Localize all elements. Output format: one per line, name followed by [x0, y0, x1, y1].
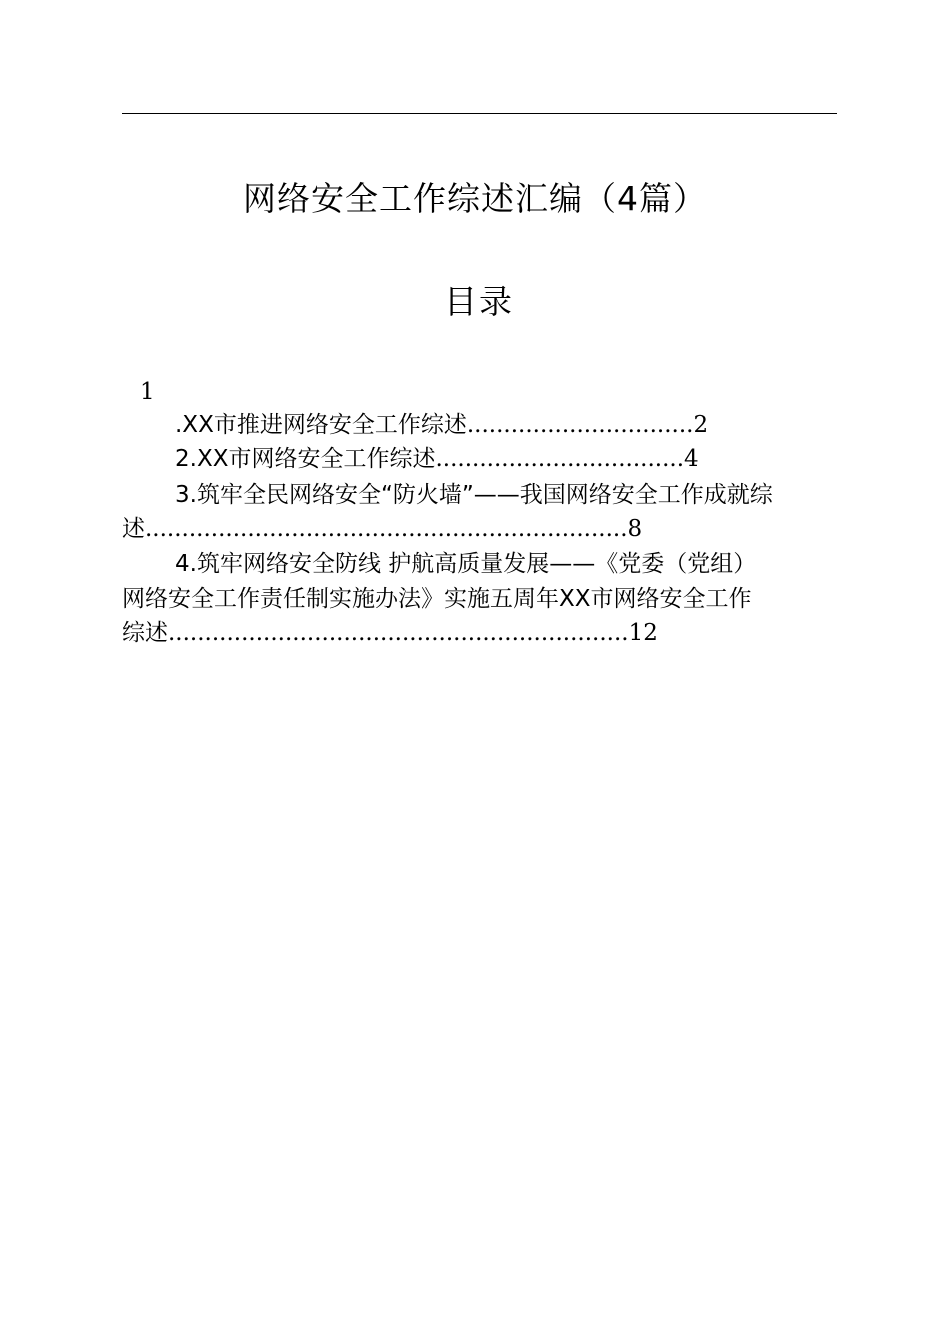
toc-entry-text: 综述 — [122, 620, 168, 646]
toc-entry-text: .XX市推进网络安全工作综述 — [175, 412, 467, 438]
toc-page-number: 8 — [627, 516, 643, 542]
toc-heading: 目录 — [444, 282, 514, 321]
toc-entry-4-line-2[interactable] — [122, 582, 752, 616]
toc-entry-text: 4.筑牢网络安全防线 护航高质量发展——《党委（党组） — [175, 551, 757, 577]
toc-stray-number: 1 — [140, 379, 155, 405]
toc-entry-4-line-1[interactable] — [175, 547, 756, 581]
toc-leader-dots: .................................. — [435, 446, 685, 472]
document-title: 网络安全工作综述汇编（4篇） — [243, 179, 707, 218]
toc-entry-text: 网络安全工作责任制实施办法》实施五周年XX市网络安全工作 — [122, 586, 752, 612]
header-rule — [122, 113, 837, 114]
toc-page-number: 12 — [628, 620, 658, 646]
toc-page-number: 2 — [693, 412, 709, 438]
toc-leader-dots: ............................................................... — [168, 620, 629, 646]
toc-entry-text: 述 — [122, 516, 145, 542]
toc-page-number: 4 — [684, 446, 699, 472]
toc-entry-3-line-1[interactable] — [175, 478, 773, 512]
toc-entry-2[interactable] — [175, 442, 699, 476]
toc-entry-text: 3.筑牢全民网络安全“防火墙”——我国网络安全工作成就综 — [175, 482, 773, 508]
toc-entry-text: 2.XX市网络安全工作综述 — [175, 446, 436, 472]
toc-leader-dots: .................................................................. — [145, 516, 628, 542]
toc-entry-4-line-3[interactable] — [122, 616, 658, 650]
toc-entry-1[interactable] — [175, 408, 708, 442]
toc-leader-dots: ............................... — [466, 412, 694, 438]
toc-entry-3-line-2[interactable] — [122, 512, 642, 546]
